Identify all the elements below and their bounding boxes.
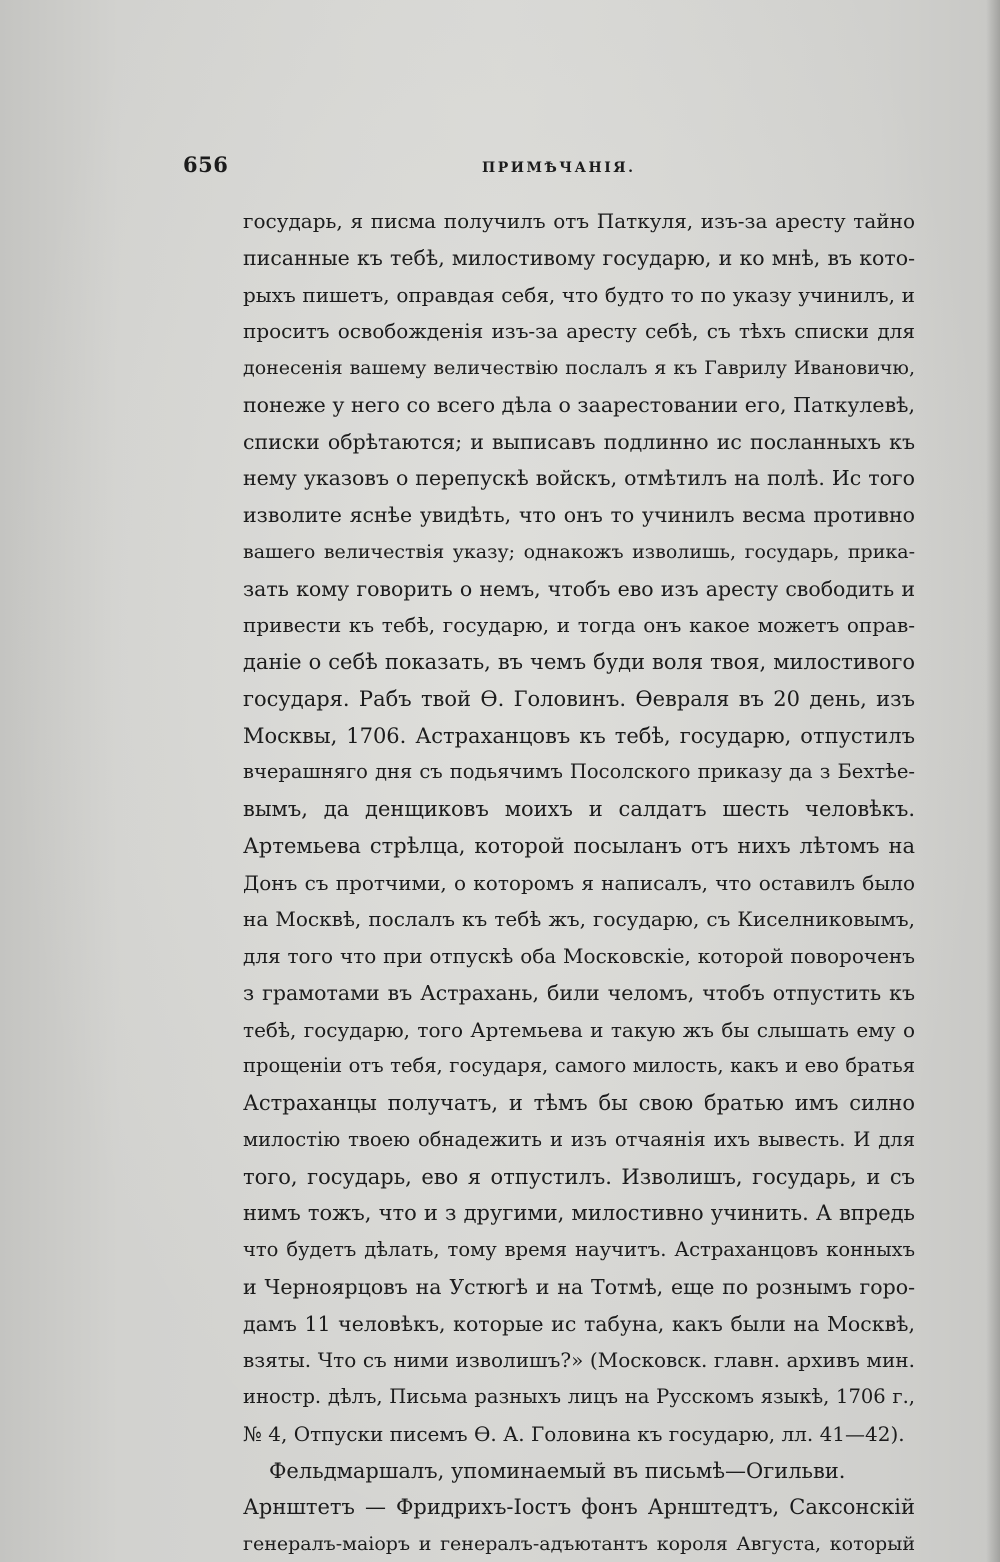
text-line: привести къ тебѣ, государю, и тогда онъ какое можетъ оправ- [243, 613, 915, 638]
text-line: писанные къ тебѣ, милостивому государю, и ко мнѣ, въ кото- [243, 245, 915, 270]
text-line: Москвы, 1706. Астраханцовъ къ тебѣ, государю, отпустилъ [243, 723, 915, 748]
text-line: Астраханцы получатъ, и тѣмъ бы свою братью имъ силно [243, 1091, 915, 1115]
text-line: даніе о себѣ показать, въ чемъ буди воля твоя, милостивого [243, 650, 915, 674]
text-line: № 4, Отпуски писемъ Ѳ. А. Головина къ государю, лл. 41—42). [243, 1421, 905, 1446]
text-line: рыхъ пишетъ, оправдая себя, что будто то по указу учинилъ, и [243, 282, 915, 307]
text-line: вчерашняго дня съ подьячимъ Посолского приказу да з Бехтѣе- [243, 760, 915, 784]
text-line: иностр. дѣлъ, Письма разныхъ лицъ на Русскомъ языкѣ, 1706 г., [243, 1385, 915, 1408]
text-line: генералъ-маіоръ и генералъ-адъютантъ короля Августа, который [243, 1533, 915, 1555]
text-line: нимъ тожъ, что и з другими, милостивно учинить. А впредь [243, 1201, 915, 1226]
text-line: Фельдмаршалъ, упоминаемый въ письмѣ—Огильви. [269, 1458, 846, 1483]
text-line: взяты. Что съ ними изволишъ?» (Московск. главн. архивъ мин. [243, 1348, 915, 1373]
text-line: Донъ съ протчими, о которомъ я написалъ, что оставилъ было [243, 870, 915, 895]
text-line: того, государь, ево я отпустилъ. Изволишъ, государь, и съ [243, 1164, 915, 1189]
body-text [243, 203, 915, 1562]
text-line: нему указовъ о перепускѣ войскъ, отмѣтилъ на полѣ. Ис того [243, 466, 915, 491]
text-line: на Москвѣ, послалъ къ тебѣ жъ, государю, съ Киселниковымъ, [243, 907, 915, 932]
text-line: государь, я писма получилъ отъ Паткуля, изъ-за аресту тайно [243, 209, 915, 233]
text-line: зать кому говорить о немъ, чтобъ ево изъ аресту свободить и [243, 576, 915, 601]
text-line: дамъ 11 человѣкъ, которые ис табуна, какъ были на Москвѣ, [243, 1311, 915, 1336]
text-line: списки обрѣтаются; и выписавъ подлинно ис посланныхъ къ [243, 429, 915, 454]
text-line: и Черноярцовъ на Устюгѣ и на Тотмѣ, еще по рознымъ горо- [243, 1274, 915, 1299]
page-edge-shadow [986, 0, 1000, 1562]
text-line: изволите яснѣе увидѣть, что онъ то учинилъ весма противно [243, 503, 915, 527]
text-line: что будетъ дѣлать, тому время научитъ. Астраханцовъ конныхъ [243, 1238, 915, 1261]
text-line: Арнштетъ — Фридрихъ-Іостъ фонъ Арнштедтъ, Саксонскій [243, 1495, 915, 1520]
text-line: тебѣ, государю, того Артемьева и такую жъ бы слышать ему о [243, 1017, 915, 1042]
text-line: з грамотами въ Астрахань, били челомъ, чтобъ отпустить къ [243, 980, 915, 1005]
text-line: вымъ, да денщиковъ моихъ и салдатъ шесть человѣкъ. [243, 797, 915, 821]
page-number: 656 [183, 152, 229, 177]
text-line: прощеніи отъ тебя, государя, самого милость, какъ и ево братья [243, 1054, 915, 1078]
text-line: для того что при отпускѣ оба Московскіе, которой повороченъ [243, 944, 915, 968]
text-line: вашего величествія указу; однакожъ изволишь, государь, прика- [243, 540, 915, 563]
text-line: донесенія вашему величествію послалъ я къ Гаврилу Ивановичю, [243, 357, 915, 379]
running-title: ПРИМѢЧАНІЯ. [482, 160, 636, 176]
text-line: проситъ освобожденія изъ-за аресту себѣ, съ тѣхъ списки для [243, 319, 915, 344]
text-line: Артемьева стрѣлца, которой посыланъ отъ нихъ лѣтомъ на [243, 833, 915, 858]
text-line: понеже у него со всего дѣла о заарестовании его, Паткулевѣ, [243, 392, 915, 417]
text-line: государя. Рабъ твой Ѳ. Головинъ. Ѳевраля въ 20 день, изъ [243, 686, 915, 711]
text-line: милостію твоею обнадежить и изъ отчаянія ихъ вывесть. И для [243, 1127, 915, 1151]
